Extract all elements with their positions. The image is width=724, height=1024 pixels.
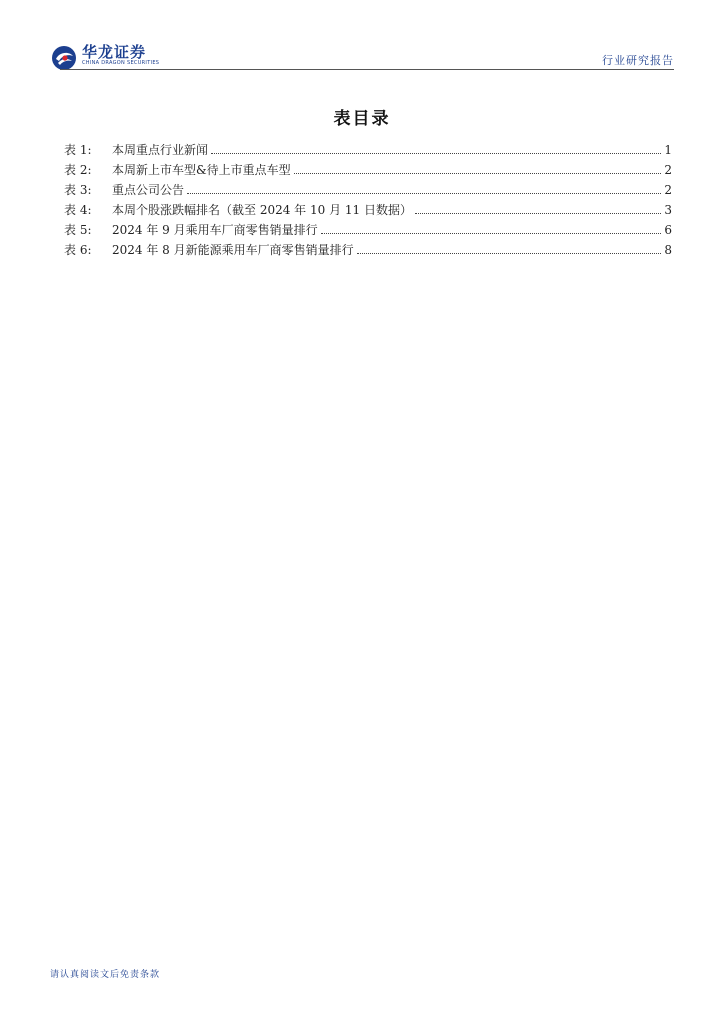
table-of-contents bbox=[64, 140, 672, 260]
toc-entry-text: 本周个股涨跌幅排名（截至 2024 年 10 月 11 日数据） bbox=[112, 203, 412, 217]
logo-chinese-name: 华龙证券 bbox=[82, 43, 147, 61]
toc-entry-page: 6 bbox=[664, 223, 672, 237]
toc-entry-page: 3 bbox=[664, 203, 672, 217]
logo-english-name: CHINA DRAGON SECURITIES bbox=[82, 60, 160, 66]
toc-entry-table-5[interactable] bbox=[64, 220, 672, 240]
toc-title: 表目录 bbox=[333, 109, 391, 129]
toc-entry-label: 表 3: bbox=[64, 183, 92, 197]
toc-entry-text: 2024 年 9 月乘用车厂商零售销量排行 bbox=[112, 223, 318, 237]
toc-dot-leader bbox=[294, 163, 662, 174]
toc-dot-leader bbox=[321, 223, 662, 234]
dragon-logo-icon bbox=[50, 44, 78, 72]
report-type-label: 行业研究报告 bbox=[602, 54, 674, 67]
toc-dot-leader bbox=[211, 143, 661, 154]
toc-entry-table-4[interactable] bbox=[64, 200, 672, 220]
toc-entry-text: 重点公司公告 bbox=[112, 183, 185, 197]
toc-entry-text: 本周新上市车型&待上市重点车型 bbox=[112, 163, 291, 177]
toc-entry-label: 表 5: bbox=[64, 223, 92, 237]
toc-entry-text: 2024 年 8 月新能源乘用车厂商零售销量排行 bbox=[112, 243, 354, 257]
toc-entry-page: 2 bbox=[664, 183, 672, 197]
footer-disclaimer: 请认真阅读文后免责条款 bbox=[50, 970, 161, 980]
toc-entry-table-3[interactable] bbox=[64, 180, 672, 200]
toc-entry-label: 表 4: bbox=[64, 203, 92, 217]
toc-entry-table-2[interactable] bbox=[64, 160, 672, 180]
toc-entry-label: 表 6: bbox=[64, 243, 92, 257]
toc-entry-table-6[interactable] bbox=[64, 240, 672, 260]
toc-entry-page: 2 bbox=[664, 163, 672, 177]
toc-entry-label: 表 1: bbox=[64, 143, 92, 157]
toc-dot-leader bbox=[357, 243, 662, 254]
toc-entry-table-1[interactable] bbox=[64, 140, 672, 160]
toc-entry-label: 表 2: bbox=[64, 163, 92, 177]
toc-entry-page: 1 bbox=[664, 143, 672, 157]
toc-entry-page: 8 bbox=[664, 243, 672, 257]
toc-entry-text: 本周重点行业新闻 bbox=[112, 143, 209, 157]
header-divider bbox=[60, 69, 674, 70]
toc-dot-leader bbox=[187, 183, 661, 194]
page-header bbox=[50, 40, 674, 72]
toc-dot-leader bbox=[415, 203, 661, 214]
